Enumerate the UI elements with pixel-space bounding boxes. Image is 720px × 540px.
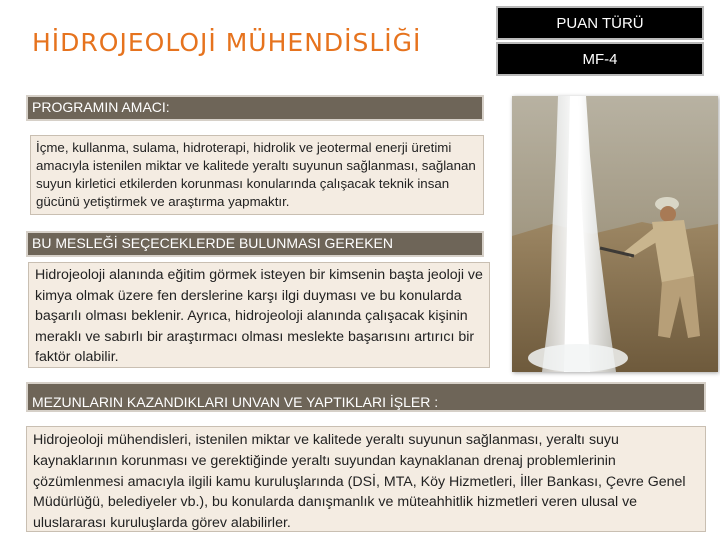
section-text-graduates: Hidrojeoloji mühendisleri, istenilen miktar ve kalitede yeraltı suyunun sağlanması, yeraltı suyu kaynaklarının korunması ve gerektiğinde yeraltı suyundan kaynaklanan drenaj problemlerinin çözümlenmesi amacıyla ilgili kamu kuruluşlarında (DSİ, MTA, Köy Hizmetleri, İller Bankası, Çevre Genel Müdürlüğü, belediyeler vb.), bu konularda danışmanlık ve müteahhitlik hizmetleri veren ulusal ve uluslararası kuruluşlarda görev alabilirler. [26, 426, 706, 532]
puan-turu-label: PUAN TÜRÜ [496, 6, 704, 40]
puan-turu-value: MF-4 [496, 42, 704, 76]
section-heading-graduates: MEZUNLARIN KAZANDIKLARI UNVAN VE YAPTIKLARI İŞLER : [26, 382, 706, 412]
section-heading-requirements: BU MESLEĞİ SEÇECEKLERDE BULUNMASI GEREKEN [26, 231, 484, 257]
section-text-requirements: Hidrojeoloji alanında eğitim görmek isteyen bir kimsenin başta jeoloji ve kimya olmak üzere fen derslerine karşı ilgi duyması ve bu konularda başarılı olması beklenir. Ayrıca, hidrojeoloji alanında çalışacak kişinin meraklı ve sabırlı bir araştırmacı olması meslekte başarısını artırıcı bir faktör olabilir. [28, 262, 490, 368]
page-title: HİDROJEOLOJİ MÜHENDİSLİĞİ [32, 28, 422, 57]
geyser-photo [512, 96, 718, 372]
section-heading-program-aim: PROGRAMIN AMACI: [26, 95, 484, 121]
section-text-program-aim: İçme, kullanma, sulama, hidroterapi, hidrolik ve jeotermal enerji üretimi amacıyla istenilen miktar ve kalitede yeraltı suyunun sağlanması, sağlanan suyun kirletici etkilerden korunması konularında çalışacak teknik insan gücünü yetiştirmek ve araştırma yapmaktır. [30, 135, 484, 215]
